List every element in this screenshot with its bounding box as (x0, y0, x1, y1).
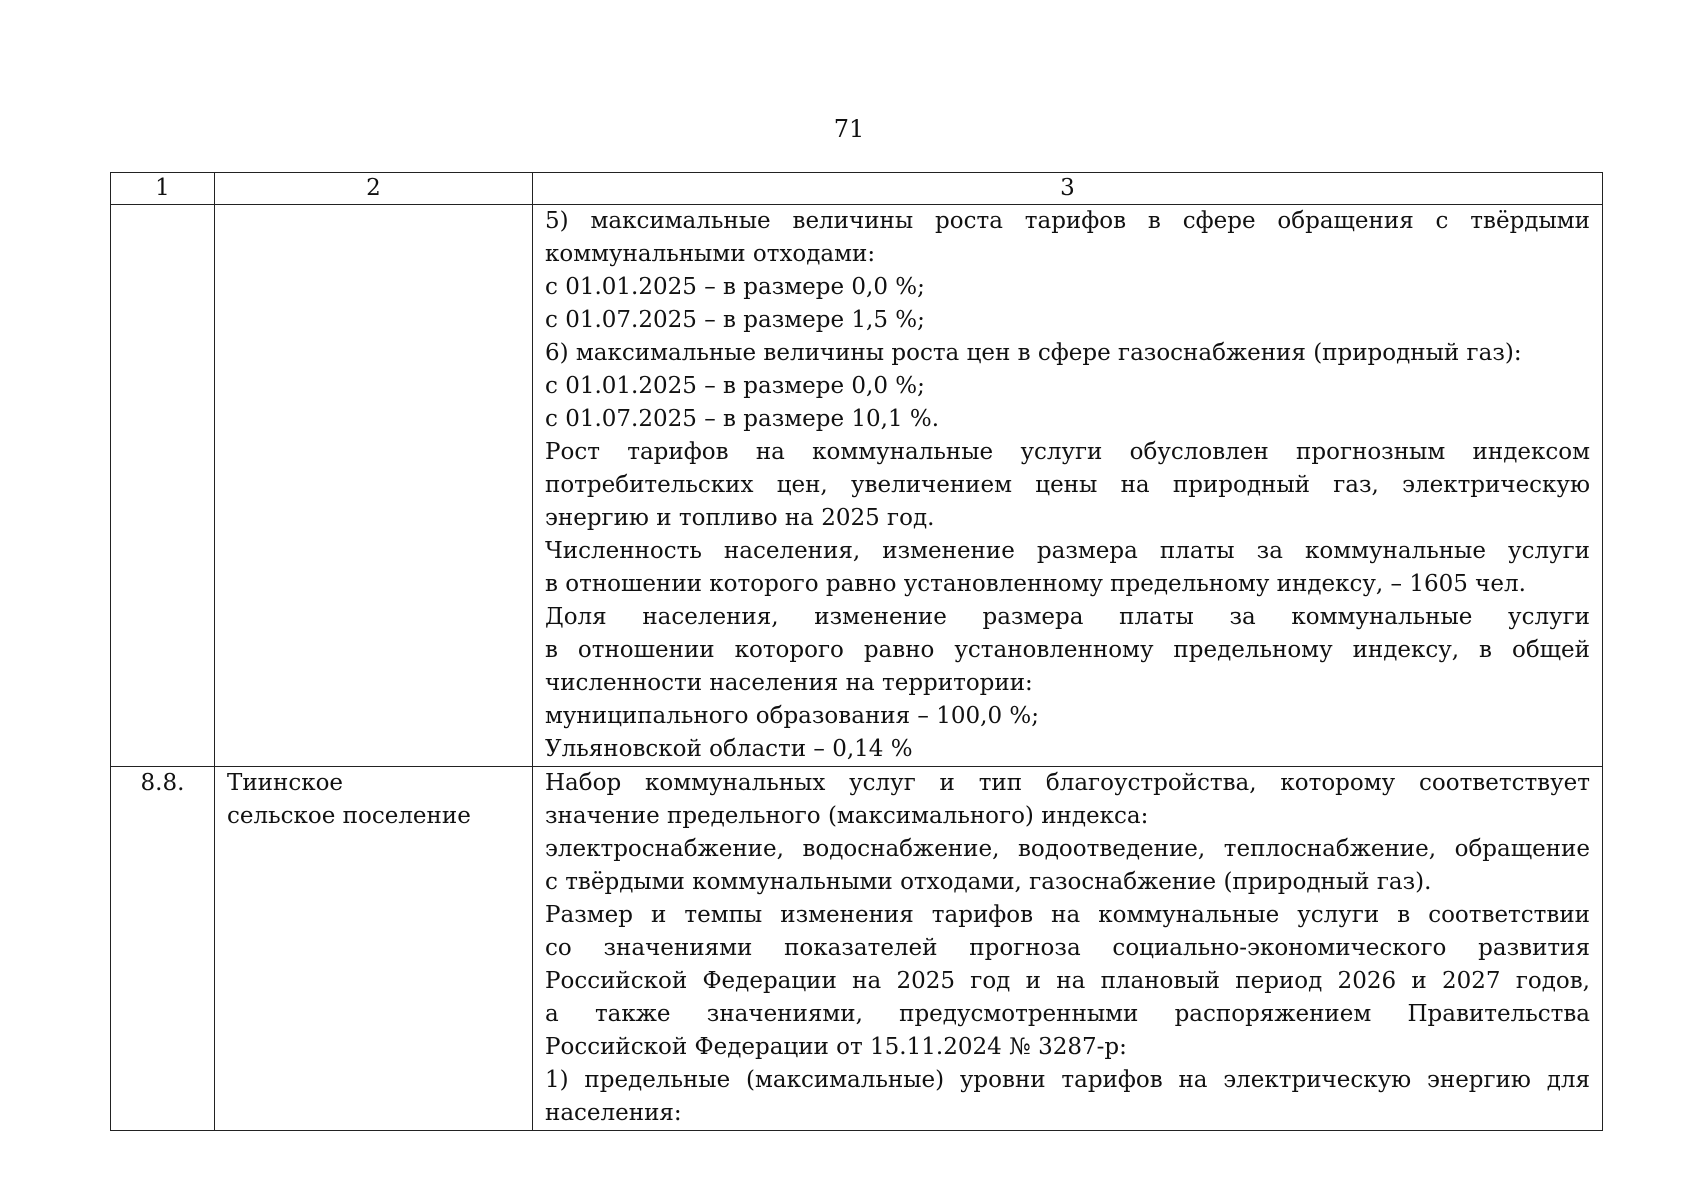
text-line: с 01.01.2025 – в размере 0,0 %; (545, 274, 925, 300)
text-line: Ульяновской области – 0,14 % (545, 736, 913, 762)
text-line: потребительских цен, увеличением цены на природный газ, электрическую (545, 472, 1590, 498)
header-col-3: 3 (533, 173, 1603, 205)
row-number-cell (111, 205, 215, 767)
text-line: а также значениями, предусмотренными распоряжением Правительства (545, 1001, 1590, 1027)
row-name-cell (215, 205, 533, 767)
text-line: в отношении которого равно установленному предельному индексу, – 1605 чел. (545, 571, 1526, 597)
table-header-row (111, 173, 1603, 205)
tariff-table (110, 172, 1603, 1131)
text-line: Набор коммунальных услуг и тип благоустройства, которому соответствует (545, 770, 1590, 796)
row-number-cell: 8.8. (111, 767, 215, 1131)
page-number: 71 (833, 115, 865, 143)
text-line: в отношении которого равно установленному предельному индексу, в общей (545, 637, 1590, 663)
row-description-cell (533, 767, 1603, 1131)
text-line: с 01.01.2025 – в размере 0,0 %; (545, 373, 925, 399)
text-line: населения: (545, 1100, 682, 1126)
text-line: муниципального образования – 100,0 %; (545, 703, 1039, 729)
row-description-cell (533, 205, 1603, 767)
text-line: 1) предельные (максимальные) уровни тарифов на электрическую энергию для (545, 1067, 1590, 1093)
text-line: Российской Федерации от 15.11.2024 № 3287-р: (545, 1034, 1127, 1060)
settlement-name-line-1: Тиинское (227, 770, 344, 796)
table-row (111, 767, 1603, 1131)
text-line: Доля населения, изменение размера платы за коммунальные услуги (545, 604, 1590, 630)
text-line: энергию и топливо на 2025 год. (545, 505, 935, 531)
text-line: Размер и темпы изменения тарифов на коммунальные услуги в соответствии (545, 902, 1590, 928)
table-row (111, 205, 1603, 767)
text-line: Численность населения, изменение размера платы за коммунальные услуги (545, 538, 1590, 564)
text-line: со значениями показателей прогноза социально-экономического развития (545, 935, 1590, 961)
text-line: значение предельного (максимального) индекса: (545, 803, 1149, 829)
text-line: с твёрдыми коммунальными отходами, газоснабжение (природный газ). (545, 869, 1432, 895)
text-line: 6) максимальные величины роста цен в сфере газоснабжения (природный газ): (545, 340, 1522, 366)
header-col-1: 1 (111, 173, 215, 205)
row-name-cell (215, 767, 533, 1131)
text-line: коммунальными отходами: (545, 241, 876, 267)
text-line: численности населения на территории: (545, 670, 1033, 696)
settlement-name-line-2: сельское поселение (227, 803, 471, 829)
header-col-2: 2 (215, 173, 533, 205)
text-line: электроснабжение, водоснабжение, водоотведение, теплоснабжение, обращение (545, 836, 1590, 862)
text-line: с 01.07.2025 – в размере 10,1 %. (545, 406, 940, 432)
text-line: с 01.07.2025 – в размере 1,5 %; (545, 307, 925, 333)
text-line: Рост тарифов на коммунальные услуги обусловлен прогнозным индексом (545, 439, 1590, 465)
text-line: Российской Федерации на 2025 год и на плановый период 2026 и 2027 годов, (545, 968, 1590, 994)
text-line: 5) максимальные величины роста тарифов в сфере обращения с твёрдыми (545, 208, 1590, 234)
